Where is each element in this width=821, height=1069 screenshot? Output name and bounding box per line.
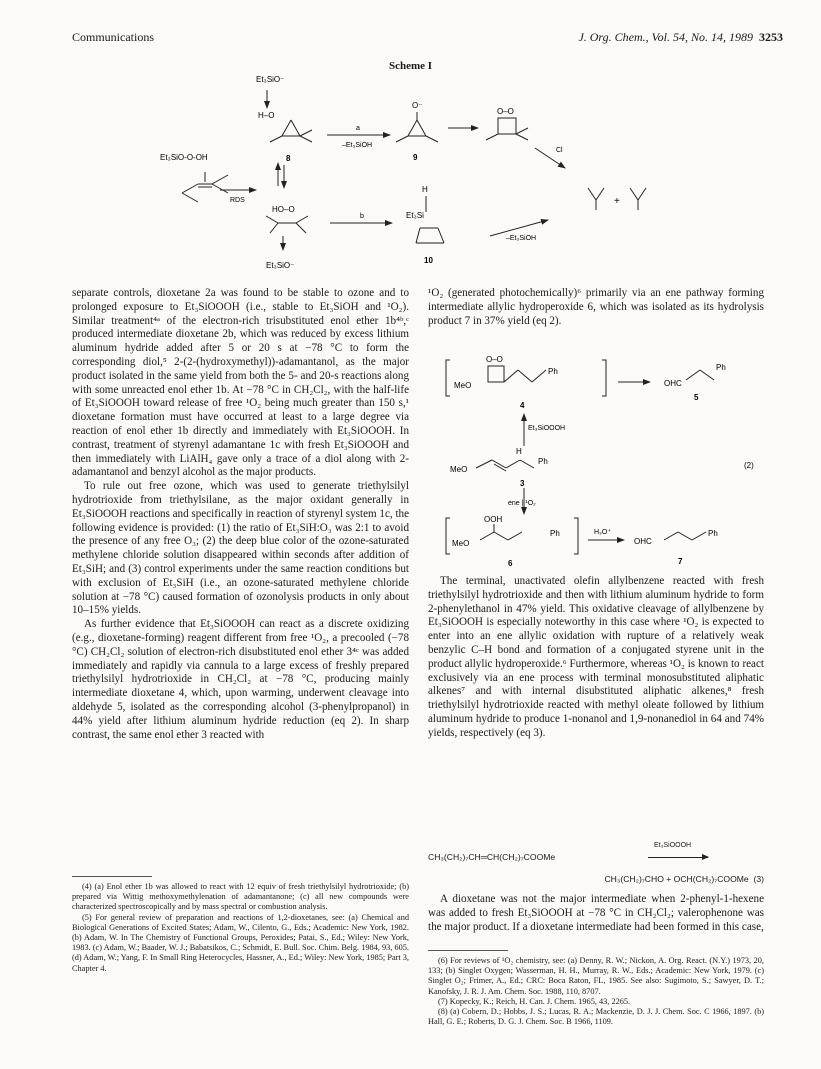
scheme-figure [60,68,760,278]
right-column-top [428,287,764,328]
eq2-h3o: H₃O⁺ [594,529,612,536]
eq2-ph-4: Ph [548,367,558,376]
scheme-rds: RDS [230,197,245,204]
scheme-minus-silanol-a: –Et₃SiOH [342,142,373,149]
left-paragraph-3: As further evidence that Et₃SiOOOH can react as a discrete oxidizing (e.g., dioxetane-forming) reagent different from free ¹O₂, a precooled (−78 °C) CH₂Cl₂ solution of electron-rich disubstituted enol ether 3⁴ᶜ was added immediately and rapidly via cannula to a large excess of freshly prepared triethylsilyl hydrotrioxide in CH₂Cl₂ at −78 °C, producing mainly intermediate dioxetane 4, which, upon warming, underwent cleavage into aldehyde 5, isolated as the corresponding alcohol (3-phenylpropanol) in 44% yield after lithium aluminum hydride reduction (eq 2). In sharp contrast, the same enol ether 3 reacted with [72,618,409,741]
scheme-h: H [422,185,428,194]
right-paragraph-3: A dioxetane was not the major intermediate when 2-phenyl-1-hexene was added to fresh Et₃SiOOOH at −78 °C in CH₂Cl₂; valerophenone was the major product. If a dioxetane intermediate had been formed in this case, [428,893,764,933]
footnotes-right [428,956,764,1027]
scheme-ho-o: HO–O [272,205,295,214]
scheme-et3si: Et₃Si [406,211,424,220]
scheme-reagent: Et₃SiO‑O‑OH [160,153,208,162]
eq2-ph-7: Ph [708,529,718,538]
scheme-title: Scheme I [388,60,433,72]
eq2-meo-6: MeO [452,539,470,548]
eq2-ph-3: Ph [538,457,548,466]
eq2-ph-5: Ph [716,363,726,372]
scheme-step-a: a [356,125,360,132]
right-paragraph-1: ¹O₂ (generated photochemically)⁶ primarily via an ene pathway forming intermediate allylic hydroperoxide 6, which was isolated as its hydrolysis product 7 in 37% yield (eq 2). [428,287,764,327]
scheme-silanolate-top: Et₃SiO⁻ [256,75,285,84]
scheme-compound-8: 8 [286,154,291,163]
eq2-compound-3: 3 [520,479,525,488]
scheme-dioxetane-oo: O–O [497,107,514,116]
left-paragraph-1: separate controls, dioxetane 2a was found to be stable to ozone and to prolonged exposure to Et₃SiOOOH (i.e., stable to Et₃SiOH and ¹O₂). Similar treatment⁴ᵃ of the electron-rich trisubstituted enol ether 1b⁴ᵇ,ᶜ produced intermediate dioxetane 2b, which was reduced by excess lithium aluminum hydride added after 5 or 20 s at −78 °C to form the corresponding diol,⁵ 2-(2-(hydroxymethyl))-adamantanol, as the major product isolated in the same yield from both the 5- and 20-s reactions along with some unreacted enol ether 1b. At −78 °C in CH₂Cl₂, with the half-life of Et₃SiOOOH toward release of free ¹O₂ being much greater than 150 s,¹ dioxetane formation must have occurred at least to a large degree via reaction of enol ether 1b directly and immediately with Et₃SiOOOH. In contrast, treatment of styrenyl adamantane 1c with fresh Et₃SiOOOH and then immediately with LiAlH₄ gave only a trace of a diol along with 2-adamantanol and benzyl alcohol as the major products. [72,287,409,479]
eq2-oo-4: O–O [486,355,503,364]
page-number: 3253 [759,30,783,44]
eq2-reagent-mid: ene | ¹O₂ [508,500,536,507]
eq2-compound-7: 7 [678,557,683,566]
right-paragraph-2: The terminal, unactivated olefin allylbenzene reacted with fresh triethylsilyl hydrotrioxide and then with lithium aluminum hydride to form 2-phenylethanol in 47% yield. This oxidative cleavage of allylbenzene by Et₃SiOOOH is especially noteworthy in this case where ¹O₂ is expected to enter into an ene allylic oxidation with rupture of a relatively weak benzylic C–H bond and formation of a conjugated styrene unit in the product allylic hydroperoxide.⁶ Furthermore, whereas ¹O₂ is known to react exclusively via an ene process with terminal monosubstituted aliphatic alkenes⁷ and with internal disubstituted aliphatic alkenes,⁸ fresh triethylsilyl hydrotrioxide reacted with methyl oleate followed by lithium aluminum hydride to produce 1-nonanol and 1,9-nonanediol in 64 and 74% yields, respectively (eq 3). [428,575,764,739]
right-column-mid [428,575,764,741]
scheme-cleave-label: Cl [556,147,563,154]
scheme-compound-10: 10 [424,256,433,265]
eq3-products: CH₃(CH₂)₇CHO + OCH(CH₂)₇COOMe [604,874,749,884]
journal-citation: J. Org. Chem., Vol. 54, No. 14, 1989 [578,30,753,44]
eq2-meo-4: MeO [454,381,472,390]
eq2-h: H [516,447,522,456]
eq2-ohc-5: OHC [664,379,682,388]
scheme-o-minus: O⁻ [412,101,423,110]
running-head-section: Communications [72,30,154,44]
eq2-compound-6: 6 [508,559,513,568]
eq2-reagent-top: Et₃SiOOOH [528,425,566,432]
eq3-number: (3) [753,874,764,884]
footnote-7: (7) Kopecky, K.; Reich, H. Can. J. Chem. 1965, 43, 2265. [438,996,631,1006]
eq2-compound-5: 5 [694,393,699,402]
equation-2-figure [428,340,768,570]
scheme-silanolate-bottom: Et₃SiO⁻ [266,261,295,270]
eq3-reagent: Et₃SiOOOH [654,842,692,849]
eq2-meo-3: MeO [450,465,468,474]
footnote-rule-left [72,876,152,877]
eq2-ohc-7: OHC [634,537,652,546]
footnote-rule-right [428,950,508,951]
eq3-products-line [604,874,764,884]
eq3-arrow [648,857,708,858]
running-head-journal [578,30,783,45]
eq2-ooh: OOH [484,515,503,524]
footnote-6: (6) For reviews of ¹O₂ chemistry, see: (a) Denny, R. W.; Nickon, A. Org. React. (N.Y.) 1973, 20, 133; (b) Singlet Oxygen; Wasserman, H. H., Murray, R. W., Eds.; Academic: New York, 1979. (c) Singlet O₂; Frimer, A., Ed.; CRC: Boca Raton, FL, 1985. See also: Sugimoto, S.; Sawyer, D. T.; Kanofsky, J. R. J. Am. Chem. Soc. 1988, 110, 8707. [428,956,764,996]
eq2-compound-4: 4 [520,401,525,410]
eq2-number: (2) [744,461,754,470]
scheme-step-b: b [360,213,364,220]
left-paragraph-2: To rule out free ozone, which was used to generate triethylsilyl hydrotrioxide from triethylsilane, as the major oxidant generally in Et₃SiOOOH reactions and specifically in reaction of styrenyl system 1c, the following evidence is provided: (1) the ratio of Et₃SiH:O₃ was 2:1 to avoid the presence of any free O₃; (2) the deep blue color of the ozone-saturated methylene chloride solution disappeared within seconds after addition of Et₃SiH; and (3) control experiments under the same reaction conditions but with exclusion of Et₃SiH (i.e., an ozone-saturated methylene chloride solution at −78 °C) caused formation of ozonolysis products in only about 10–15% yields. [72,480,409,617]
footnotes-left [72,882,409,974]
scheme-plus: + [614,196,620,207]
footnote-4: (4) (a) Enol ether 1b was allowed to react with 12 equiv of fresh triethylsilyl hydrotrioxide; (b) prepared via Wittig methoxymethylenation of adamantanone; (c) all new compounds were characterized spectroscopically and by mass spectral or combustion analysis. [72,882,409,912]
eq3-reactant: CH₃(CH₂)₇CH═CH(CH₂)₇COOMe [428,852,556,862]
scheme-compound-9: 9 [413,153,418,162]
eq2-ph-6: Ph [550,529,560,538]
scheme-h-o: H–O [258,111,275,120]
left-column [72,287,409,742]
footnote-8: (8) (a) Cobern, D.; Hobbs, J. S.; Lucas, R. A.; Mackenzie, D. J. J. Chem. Soc. C 1966, 1897. (b) Hall, G. E.; Roberts, D. G. J. Chem. Soc. B 1966, 1109. [428,1007,764,1027]
scheme-minus-silanol-b: –Et₃SiOH [506,235,537,242]
right-column-bottom [428,893,764,934]
footnote-5: (5) For general review of preparation and reactions of 1,2-dioxetanes, see: (a) Chemical and Biological Generations of Excited States; Adam, W., Cilento, G., Eds.; Academic: New York, 1982. (b) Adam, W. In The Chemistry of Functional Groups, Peroxides; Patai, S., Ed.; Wiley: New York, 1983. (c) Adam, W.; Baader, W. J.; Babatsikos, C.; Schmidt, E. Bull. Soc. Chim. Belg. 1984, 93, 605. (d) Adam, W.; Yang, F. In Small Ring Heterocycles, Hassner, A., Ed.; Wiley: New York, 1985; Part 3, Chapter 4. [72,912,409,973]
